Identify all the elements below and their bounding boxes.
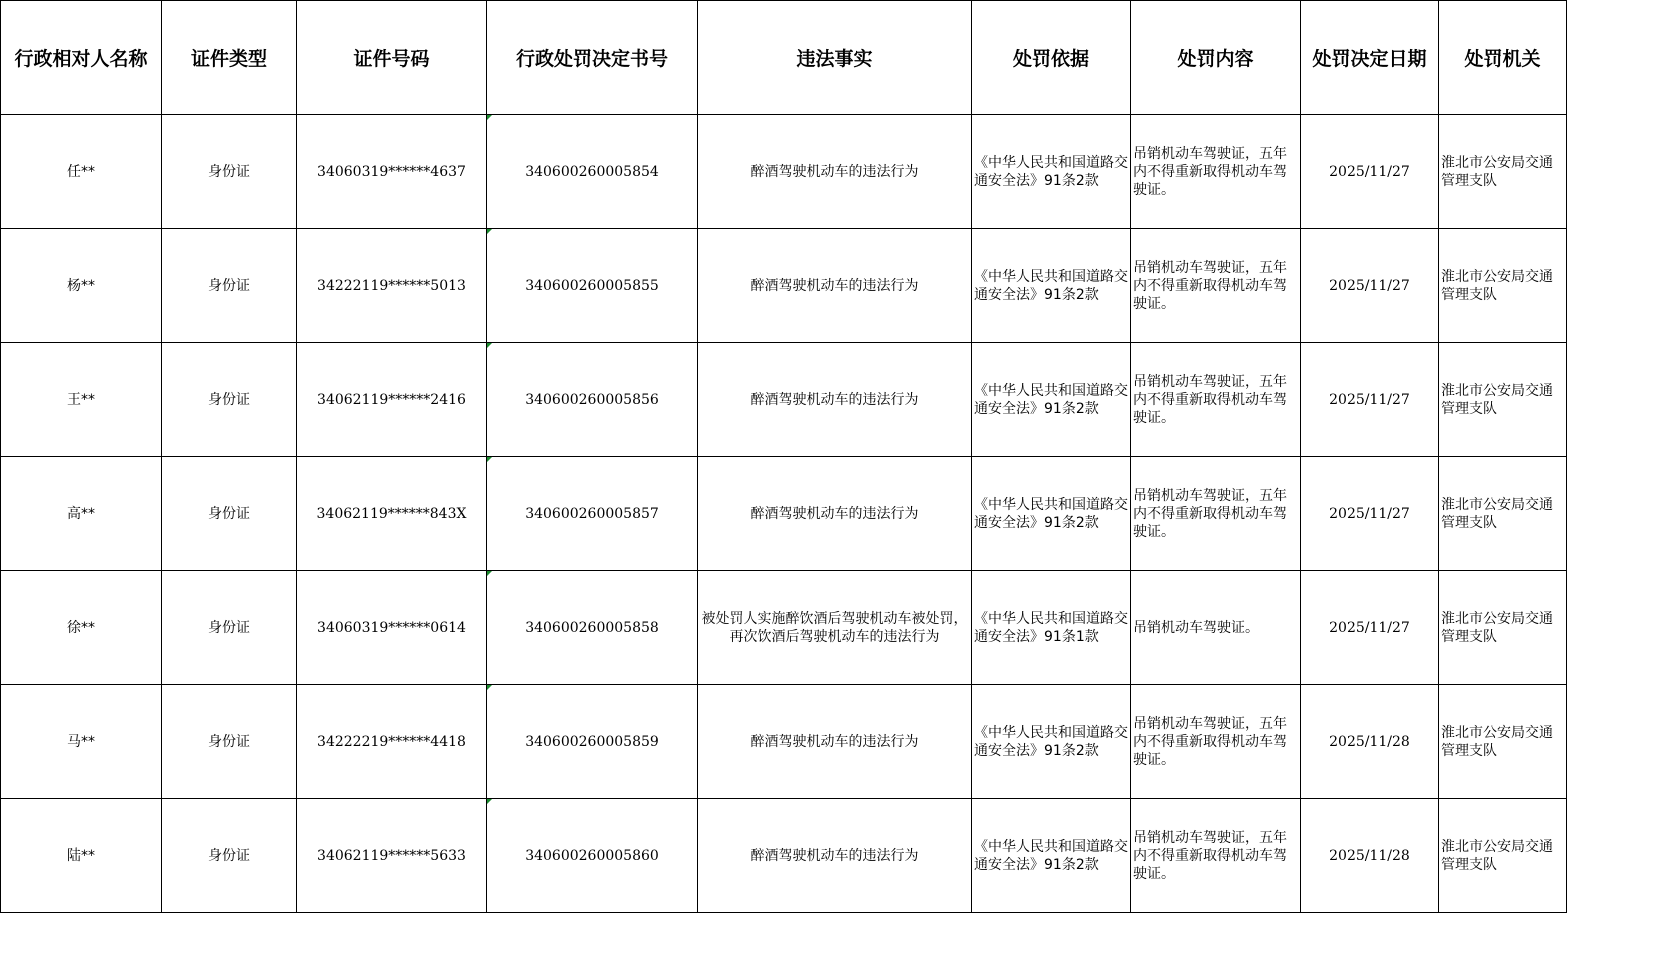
header-content[interactable]: 处罚内容 [1131,1,1301,115]
cell-id-type[interactable]: 身份证 [162,685,297,799]
cell-basis[interactable]: 《中华人民共和国道路交通安全法》91条1款 [972,571,1131,685]
cell-date[interactable]: 2025/11/28 [1301,685,1439,799]
cell-name[interactable]: 徐** [1,571,162,685]
header-decision-no[interactable]: 行政处罚决定书号 [487,1,698,115]
cell-content[interactable]: 吊销机动车驾驶证，五年内不得重新取得机动车驾驶证。 [1131,115,1301,229]
cell-decision-no[interactable] [487,457,698,571]
cell-date[interactable]: 2025/11/27 [1301,229,1439,343]
cell-decision-no-text: 340600260005860 [525,847,659,864]
cell-basis[interactable]: 《中华人民共和国道路交通安全法》91条2款 [972,115,1131,229]
table-row [1,799,1567,913]
cell-id-number[interactable]: 34062119******843X [297,457,487,571]
cell-facts[interactable]: 醉酒驾驶机动车的违法行为 [698,685,972,799]
cell-basis[interactable]: 《中华人民共和国道路交通安全法》91条2款 [972,799,1131,913]
header-id-number[interactable]: 证件号码 [297,1,487,115]
cell-marker-icon [487,799,492,804]
cell-decision-no-text: 340600260005855 [525,277,659,294]
cell-authority[interactable]: 淮北市公安局交通管理支队 [1439,457,1567,571]
cell-name[interactable]: 王** [1,343,162,457]
cell-content[interactable]: 吊销机动车驾驶证，五年内不得重新取得机动车驾驶证。 [1131,343,1301,457]
table-row [1,685,1567,799]
header-basis[interactable]: 处罚依据 [972,1,1131,115]
cell-marker-icon [487,571,492,576]
cell-authority[interactable]: 淮北市公安局交通管理支队 [1439,571,1567,685]
cell-facts[interactable]: 被处罚人实施醉饮酒后驾驶机动车被处罚，再次饮酒后驾驶机动车的违法行为 [698,571,972,685]
cell-decision-no-text: 340600260005859 [525,733,659,750]
cell-decision-no[interactable] [487,229,698,343]
cell-decision-no-text: 340600260005857 [525,505,659,522]
cell-facts[interactable]: 醉酒驾驶机动车的违法行为 [698,115,972,229]
cell-facts[interactable]: 醉酒驾驶机动车的违法行为 [698,229,972,343]
cell-date[interactable]: 2025/11/28 [1301,799,1439,913]
cell-decision-no[interactable] [487,343,698,457]
cell-name[interactable]: 任** [1,115,162,229]
cell-name[interactable]: 马** [1,685,162,799]
cell-decision-no-text: 340600260005854 [525,163,659,180]
cell-authority[interactable]: 淮北市公安局交通管理支队 [1439,229,1567,343]
table-row [1,343,1567,457]
cell-content[interactable]: 吊销机动车驾驶证，五年内不得重新取得机动车驾驶证。 [1131,685,1301,799]
cell-facts[interactable]: 醉酒驾驶机动车的违法行为 [698,457,972,571]
cell-authority[interactable]: 淮北市公安局交通管理支队 [1439,799,1567,913]
cell-content[interactable]: 吊销机动车驾驶证，五年内不得重新取得机动车驾驶证。 [1131,457,1301,571]
header-facts[interactable]: 违法事实 [698,1,972,115]
cell-content[interactable]: 吊销机动车驾驶证。 [1131,571,1301,685]
cell-date[interactable]: 2025/11/27 [1301,343,1439,457]
cell-decision-no-text: 340600260005858 [525,619,659,636]
cell-id-number[interactable]: 34060319******0614 [297,571,487,685]
cell-name[interactable]: 高** [1,457,162,571]
cell-id-number[interactable]: 34060319******4637 [297,115,487,229]
cell-id-type[interactable]: 身份证 [162,115,297,229]
cell-basis[interactable]: 《中华人民共和国道路交通安全法》91条2款 [972,229,1131,343]
cell-decision-no-text: 340600260005856 [525,391,659,408]
cell-id-type[interactable]: 身份证 [162,229,297,343]
header-date[interactable]: 处罚决定日期 [1301,1,1439,115]
cell-name[interactable]: 陆** [1,799,162,913]
header-row [1,1,1567,115]
cell-id-type[interactable]: 身份证 [162,571,297,685]
cell-decision-no[interactable] [487,571,698,685]
cell-decision-no[interactable] [487,799,698,913]
cell-id-number[interactable]: 34062119******2416 [297,343,487,457]
cell-marker-icon [487,685,492,690]
cell-date[interactable]: 2025/11/27 [1301,571,1439,685]
table-row [1,571,1567,685]
cell-id-number[interactable]: 34062119******5633 [297,799,487,913]
cell-basis[interactable]: 《中华人民共和国道路交通安全法》91条2款 [972,685,1131,799]
cell-authority[interactable]: 淮北市公安局交通管理支队 [1439,115,1567,229]
cell-basis[interactable]: 《中华人民共和国道路交通安全法》91条2款 [972,457,1131,571]
cell-decision-no[interactable] [487,115,698,229]
cell-facts[interactable]: 醉酒驾驶机动车的违法行为 [698,799,972,913]
cell-id-type[interactable]: 身份证 [162,799,297,913]
header-name[interactable]: 行政相对人名称 [1,1,162,115]
cell-content[interactable]: 吊销机动车驾驶证，五年内不得重新取得机动车驾驶证。 [1131,799,1301,913]
cell-content[interactable]: 吊销机动车驾驶证，五年内不得重新取得机动车驾驶证。 [1131,229,1301,343]
cell-date[interactable]: 2025/11/27 [1301,115,1439,229]
cell-marker-icon [487,229,492,234]
cell-id-number[interactable]: 34222219******4418 [297,685,487,799]
cell-id-type[interactable]: 身份证 [162,457,297,571]
cell-authority[interactable]: 淮北市公安局交通管理支队 [1439,343,1567,457]
cell-facts[interactable]: 醉酒驾驶机动车的违法行为 [698,343,972,457]
cell-date[interactable]: 2025/11/27 [1301,457,1439,571]
cell-decision-no[interactable] [487,685,698,799]
header-id-type[interactable]: 证件类型 [162,1,297,115]
cell-marker-icon [487,457,492,462]
table-row [1,115,1567,229]
table-row [1,457,1567,571]
cell-name[interactable]: 杨** [1,229,162,343]
cell-id-type[interactable]: 身份证 [162,343,297,457]
cell-id-number[interactable]: 34222119******5013 [297,229,487,343]
cell-marker-icon [487,343,492,348]
cell-basis[interactable]: 《中华人民共和国道路交通安全法》91条2款 [972,343,1131,457]
table-row [1,229,1567,343]
header-authority[interactable]: 处罚机关 [1439,1,1567,115]
cell-authority[interactable]: 淮北市公安局交通管理支队 [1439,685,1567,799]
cell-marker-icon [487,115,492,120]
